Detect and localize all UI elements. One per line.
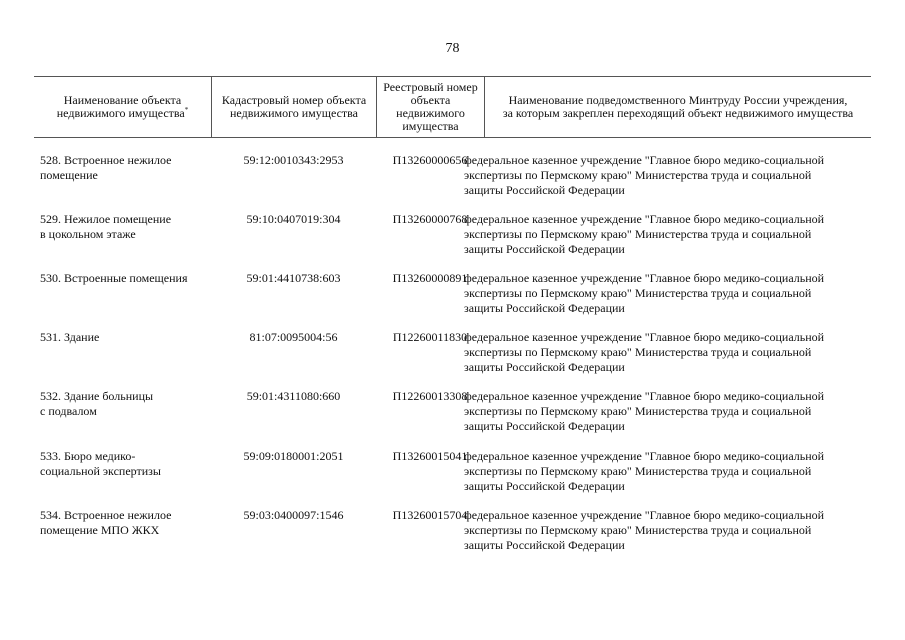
registry-number: П13260000656	[392, 153, 468, 167]
object-name: 528. Встроенное нежилое помещение	[40, 153, 172, 182]
header-object-name-label: Наименование объекта недвижимого имущества	[56, 93, 185, 120]
footnote-mark: *	[184, 106, 189, 114]
registry-number: П13260000891	[392, 271, 468, 285]
cadastral-number: 59:12:0010343:2953	[243, 153, 344, 167]
cadastral-number: 59:03:0400097:1546	[243, 508, 344, 522]
object-name: 532. Здание больницы с подвалом	[40, 389, 154, 418]
table-row	[34, 508, 871, 560]
registry-number: П13260015041	[392, 449, 468, 463]
table-row	[34, 271, 871, 323]
institution-name: федеральное казенное учреждение "Главное бюро медико-социальной экспертизы по Пермскому краю" Министерства труда и социальной защиты Российской Федерации	[464, 212, 825, 256]
table-row	[34, 389, 871, 441]
header-institution: Наименование подведомственного Минтруду России учреждения, за которым закреплен переходящий объект недвижимого имущества	[484, 77, 871, 137]
header-cadastral-number: Кадастровый номер объекта недвижимого имущества	[211, 77, 376, 137]
object-name: 533. Бюро медико- социальной экспертизы	[40, 449, 161, 478]
cadastral-number: 59:09:0180001:2051	[243, 449, 344, 463]
institution-name: федеральное казенное учреждение "Главное бюро медико-социальной экспертизы по Пермскому краю" Министерства труда и социальной защиты Российской Федерации	[464, 271, 825, 315]
header-registry-number: Реестровый номер объекта недвижимого имущества	[376, 77, 484, 137]
table-row	[34, 153, 871, 205]
cadastral-number: 81:07:0095004:56	[249, 330, 338, 344]
table-row	[34, 449, 871, 501]
registry-number: П13260015704	[392, 508, 468, 522]
table-row	[34, 212, 871, 264]
institution-name: федеральное казенное учреждение "Главное бюро медико-социальной экспертизы по Пермскому краю" Министерства труда и социальной защиты Российской Федерации	[464, 389, 825, 433]
table-header	[34, 76, 871, 138]
object-name: 529. Нежилое помещение в цокольном этаже	[40, 212, 172, 241]
registry-number: П13260000768	[392, 212, 468, 226]
object-name: 534. Встроенное нежилое помещение МПО ЖКХ	[40, 508, 172, 537]
object-name: 531. Здание	[40, 330, 100, 344]
cadastral-number: 59:10:0407019:304	[246, 212, 341, 226]
header-object-name	[34, 77, 211, 137]
institution-name: федеральное казенное учреждение "Главное бюро медико-социальной экспертизы по Пермскому краю" Министерства труда и социальной защиты Российской Федерации	[464, 449, 825, 493]
page-number: 78	[445, 41, 460, 56]
institution-name: федеральное казенное учреждение "Главное бюро медико-социальной экспертизы по Пермскому краю" Министерства труда и социальной защиты Российской Федерации	[464, 508, 825, 552]
table-row	[34, 330, 871, 382]
cadastral-number: 59:01:4311080:660	[246, 389, 341, 403]
cadastral-number: 59:01:4410738:603	[246, 271, 341, 285]
object-name: 530. Встроенные помещения	[40, 271, 188, 285]
registry-number: П12260013308	[392, 389, 468, 403]
registry-number: П12260011830	[392, 330, 468, 344]
institution-name: федеральное казенное учреждение "Главное бюро медико-социальной экспертизы по Пермскому краю" Министерства труда и социальной защиты Российской Федерации	[464, 330, 825, 374]
institution-name: федеральное казенное учреждение "Главное бюро медико-социальной экспертизы по Пермскому краю" Министерства труда и социальной защиты Российской Федерации	[464, 153, 825, 197]
